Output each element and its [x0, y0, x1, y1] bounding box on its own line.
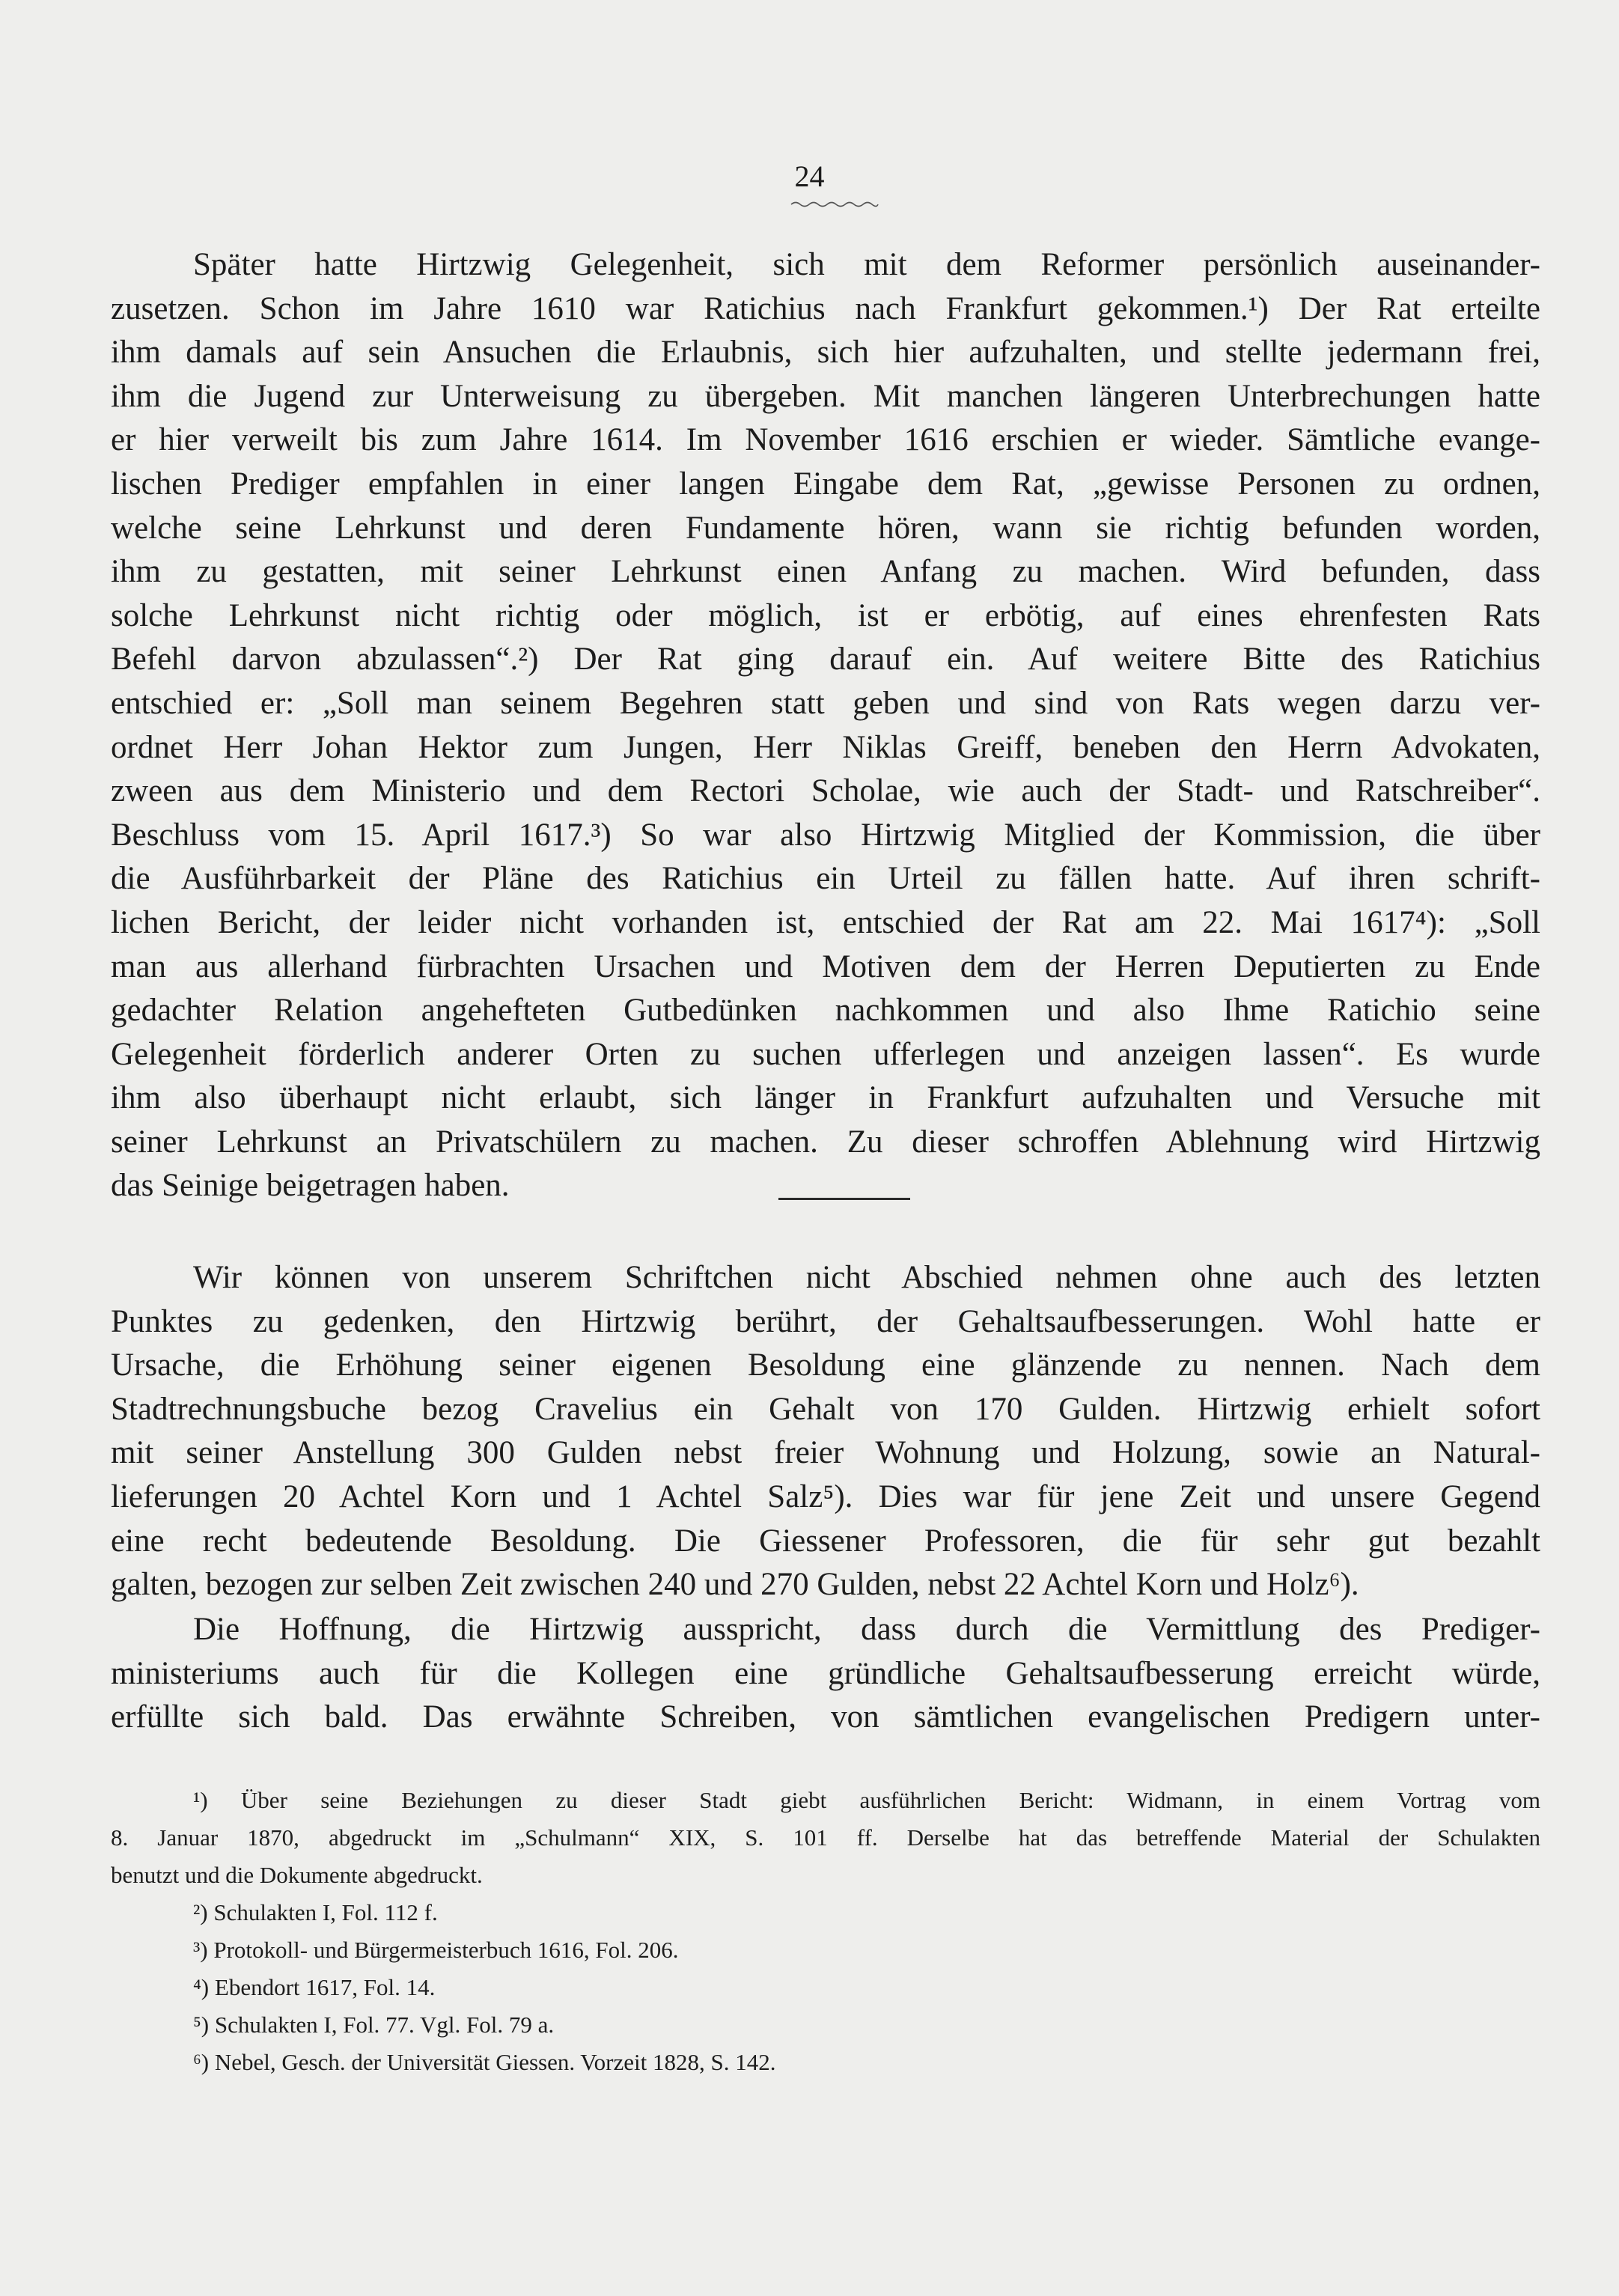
- text-line: gedachter Relation angehefteten Gutbedünken nachkommen und also Ihme Ratichio seine: [111, 993, 1540, 1029]
- text-line: ihm die Jugend zur Unterweisung zu übergeben. Mit manchen längeren Unterbrechungen hatte: [111, 378, 1540, 414]
- text-line: lischen Prediger empfahlen in einer langen Eingabe dem Rat, „gewisse Personen zu ordnen,: [111, 466, 1540, 502]
- text-line: solche Lehrkunst nicht richtig oder möglich, ist er erbötig, auf eines ehrenfesten Rats: [111, 597, 1540, 633]
- text-line: lieferungen 20 Achtel Korn und 1 Achtel Salz⁵). Dies war für jene Zeit und unsere Gegend: [111, 1479, 1540, 1514]
- paragraph-hope: [111, 1608, 1540, 1740]
- paragraph-salaries: [111, 1256, 1540, 1607]
- footnote-line: benutzt und die Dokumente abgedruckt.: [111, 1862, 483, 1888]
- text-line: man aus allerhand fürbrachten Ursachen und Motiven dem der Herren Deputierten zu Ende: [111, 948, 1540, 984]
- page-number: 24: [794, 159, 825, 193]
- footnote-line: ⁶) Nebel, Gesch. der Universität Giessen. Vorzeit 1828, S. 142.: [193, 2049, 776, 2075]
- text-line: seiner Lehrkunst an Privatschülern zu machen. Zu dieser schroffen Ablehnung wird Hirtzwig: [111, 1124, 1540, 1160]
- text-line: erfüllte sich bald. Das erwähnte Schreiben, von sämtlichen evangelischen Predigern unter-: [111, 1699, 1540, 1735]
- text-line: ordnet Herr Johan Hektor zum Jungen, Herr Niklas Greiff, beneben den Herrn Advokaten,: [111, 729, 1540, 765]
- text-line: das Seinige beigetragen haben.: [111, 1168, 510, 1204]
- text-line: mit seiner Anstellung 300 Gulden nebst freier Wohnung und Holzung, sowie an Natural-: [111, 1435, 1540, 1471]
- footnote-line: ²) Schulakten I, Fol. 112 f.: [193, 1899, 438, 1925]
- text-line: Ursache, die Erhöhung seiner eigenen Besoldung eine glänzende zu nennen. Nach dem: [111, 1348, 1540, 1383]
- page-number-ornament: [790, 199, 879, 208]
- text-line: er hier verweilt bis zum Jahre 1614. Im November 1616 erschien er wieder. Sämtliche evange-: [111, 422, 1540, 458]
- footnote-line: ¹) Über seine Beziehungen zu dieser Stadt giebt ausführlichen Bericht: Widmann, in einem Vortrag vom: [193, 1787, 1540, 1813]
- footnote-line: ⁴) Ebendort 1617, Fol. 14.: [193, 1974, 436, 2000]
- text-line: entschied er: „Soll man seinem Begehren statt geben und sind von Rats wegen darzu ver-: [111, 685, 1540, 721]
- text-line: zusetzen. Schon im Jahre 1610 war Ratichius nach Frankfurt gekommen.¹) Der Rat erteilte: [111, 290, 1540, 326]
- paragraph-ratichius: [111, 243, 1540, 1208]
- text-line: ministeriums auch für die Kollegen eine gründliche Gehaltsaufbesserung erreicht würde,: [111, 1655, 1540, 1691]
- footnotes: [111, 1782, 1540, 2081]
- text-line: Punktes zu gedenken, den Hirtzwig berührt, der Gehaltsaufbesserungen. Wohl hatte er: [111, 1303, 1540, 1339]
- text-line: galten, bezogen zur selben Zeit zwischen 240 und 270 Gulden, nebst 22 Achtel Korn und Holz⁶).: [111, 1567, 1359, 1603]
- text-line: ihm zu gestatten, mit seiner Lehrkunst einen Anfang zu machen. Wird befunden, dass: [111, 554, 1540, 590]
- footnote-line: ⁵) Schulakten I, Fol. 77. Vgl. Fol. 79 a.: [193, 2012, 555, 2038]
- text-line: die Ausführbarkeit der Pläne des Ratichius ein Urteil zu fällen hatte. Auf ihren schrift-: [111, 861, 1540, 897]
- text-line: Befehl darvon abzulassen“.²) Der Rat ging darauf ein. Auf weitere Bitte des Ratichius: [111, 642, 1540, 677]
- text-line: Beschluss vom 15. April 1617.³) So war also Hirtzwig Mitglied der Kommission, die über: [111, 817, 1540, 853]
- text-line: zween aus dem Ministerio und dem Rectori Scholae, wie auch der Stadt- und Ratschreiber“.: [111, 773, 1540, 809]
- text-line: Später hatte Hirtzwig Gelegenheit, sich mit dem Reformer persönlich auseinander-: [193, 247, 1540, 282]
- section-divider: [778, 1198, 910, 1200]
- text-line: eine recht bedeutende Besoldung. Die Giessener Professoren, die für sehr gut bezahlt: [111, 1523, 1540, 1559]
- text-line: ihm damals auf sein Ansuchen die Erlaubnis, sich hier aufzuhalten, und stellte jedermann frei,: [111, 335, 1540, 371]
- text-line: welche seine Lehrkunst und deren Fundamente hören, wann sie richtig befunden worden,: [111, 510, 1540, 546]
- text-line: Die Hoffnung, die Hirtzwig ausspricht, dass durch die Vermittlung des Prediger-: [193, 1612, 1540, 1647]
- text-line: Gelegenheit förderlich anderer Orten zu suchen ufferlegen und anzeigen lassen“. Es wurde: [111, 1036, 1540, 1072]
- text-line: Stadtrechnungsbuche bezog Cravelius ein Gehalt von 170 Gulden. Hirtzwig erhielt sofort: [111, 1391, 1540, 1427]
- footnote-line: ³) Protokoll- und Bürgermeisterbuch 1616, Fol. 206.: [193, 1937, 679, 1963]
- footnote-line: 8. Januar 1870, abgedruckt im „Schulmann“ XIX, S. 101 ff. Derselbe hat das betreffende Material der Schulakten: [111, 1824, 1540, 1851]
- text-line: lichen Bericht, der leider nicht vorhanden ist, entschied der Rat am 22. Mai 1617⁴): „Soll: [111, 904, 1540, 940]
- text-line: Wir können von unserem Schriftchen nicht Abschied nehmen ohne auch des letzten: [193, 1260, 1540, 1295]
- text-line: ihm also überhaupt nicht erlaubt, sich länger in Frankfurt aufzuhalten und Versuche mit: [111, 1080, 1540, 1116]
